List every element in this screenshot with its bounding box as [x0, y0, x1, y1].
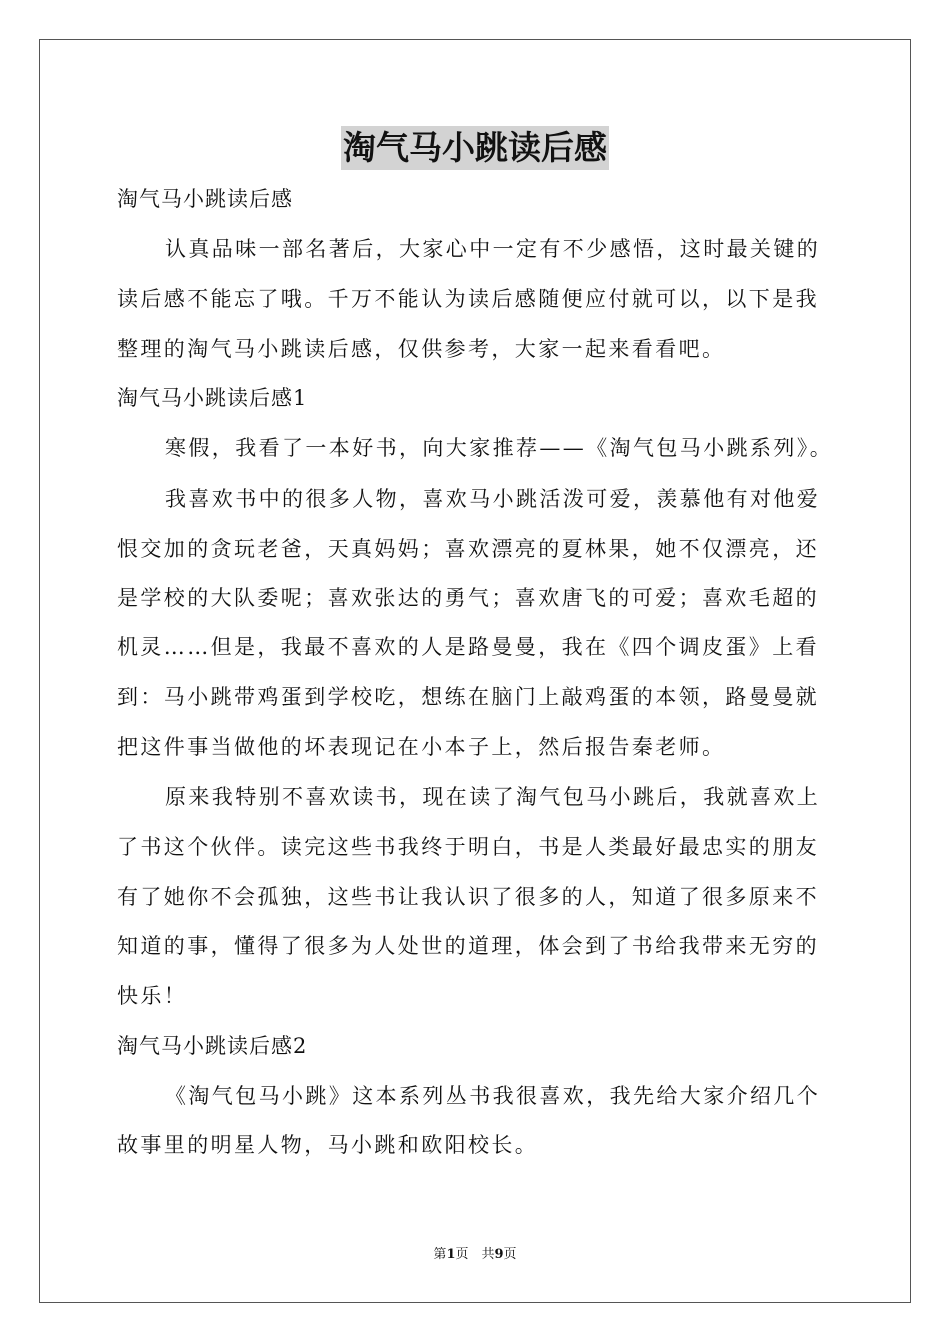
- subtitle: 淘气马小跳读后感: [117, 187, 293, 211]
- footer-prefix: 第: [433, 1247, 447, 1262]
- paragraph-line: 恨交加的贪玩老爸，天真妈妈；喜欢漂亮的夏林果，她不仅漂亮，还: [117, 537, 819, 561]
- intro-line: 认真品味一部名著后，大家心中一定有不少感悟，这时最关键的: [165, 237, 821, 261]
- paragraph-line: 了书这个伙伴。读完这些书我终于明白，书是人类最好最忠实的朋友: [117, 835, 819, 859]
- intro-line: 整理的淘气马小跳读后感，仅供参考，大家一起来看看吧。: [117, 337, 726, 361]
- page-border: [39, 39, 911, 1303]
- document-title: 淘气马小跳读后感: [341, 126, 609, 170]
- paragraph-line: 快乐！: [117, 984, 188, 1008]
- paragraph-line: 把这件事当做他的坏表现记在小本子上，然后报告秦老师。: [117, 735, 726, 759]
- paragraph-line: 原来我特别不喜欢读书，现在读了淘气包马小跳后，我就喜欢上: [165, 785, 821, 809]
- page-footer: [0, 1246, 950, 1264]
- title-wrap: [0, 126, 950, 170]
- paragraph-line: 寒假，我看了一本好书，向大家推荐——《淘气包马小跳系列》。: [165, 436, 834, 460]
- paragraph-line: 我喜欢书中的很多人物，喜欢马小跳活泼可爱，羡慕他有对他爱: [165, 487, 821, 511]
- paragraph-line: 是学校的大队委呢；喜欢张达的勇气；喜欢唐飞的可爱；喜欢毛超的: [117, 586, 819, 610]
- current-page-number: 1: [446, 1247, 456, 1262]
- intro-line: 读后感不能忘了哦。千万不能认为读后感随便应付就可以，以下是我: [117, 287, 819, 311]
- paragraph-line: 知道的事，懂得了很多为人处世的道理，体会到了书给我带来无穷的: [117, 934, 819, 958]
- total-pages-number: 9: [494, 1247, 504, 1262]
- paragraph-line: 有了她你不会孤独，这些书让我认识了很多的人，知道了很多原来不: [117, 885, 819, 909]
- footer-suffix: 页: [503, 1247, 517, 1262]
- paragraph-line: 到：马小跳带鸡蛋到学校吃，想练在脑门上敲鸡蛋的本领，路曼曼就: [117, 685, 819, 709]
- paragraph-line: 《淘气包马小跳》这本系列丛书我很喜欢，我先给大家介绍几个: [165, 1084, 821, 1108]
- section-heading: 淘气马小跳读后感1: [117, 386, 308, 410]
- paragraph-line: 机灵……但是，我最不喜欢的人是路曼曼，我在《四个调皮蛋》上看: [117, 635, 819, 659]
- footer-mid: 页 共: [455, 1247, 495, 1262]
- paragraph-line: 故事里的明星人物，马小跳和欧阳校长。: [117, 1133, 539, 1157]
- section-heading: 淘气马小跳读后感2: [117, 1034, 308, 1058]
